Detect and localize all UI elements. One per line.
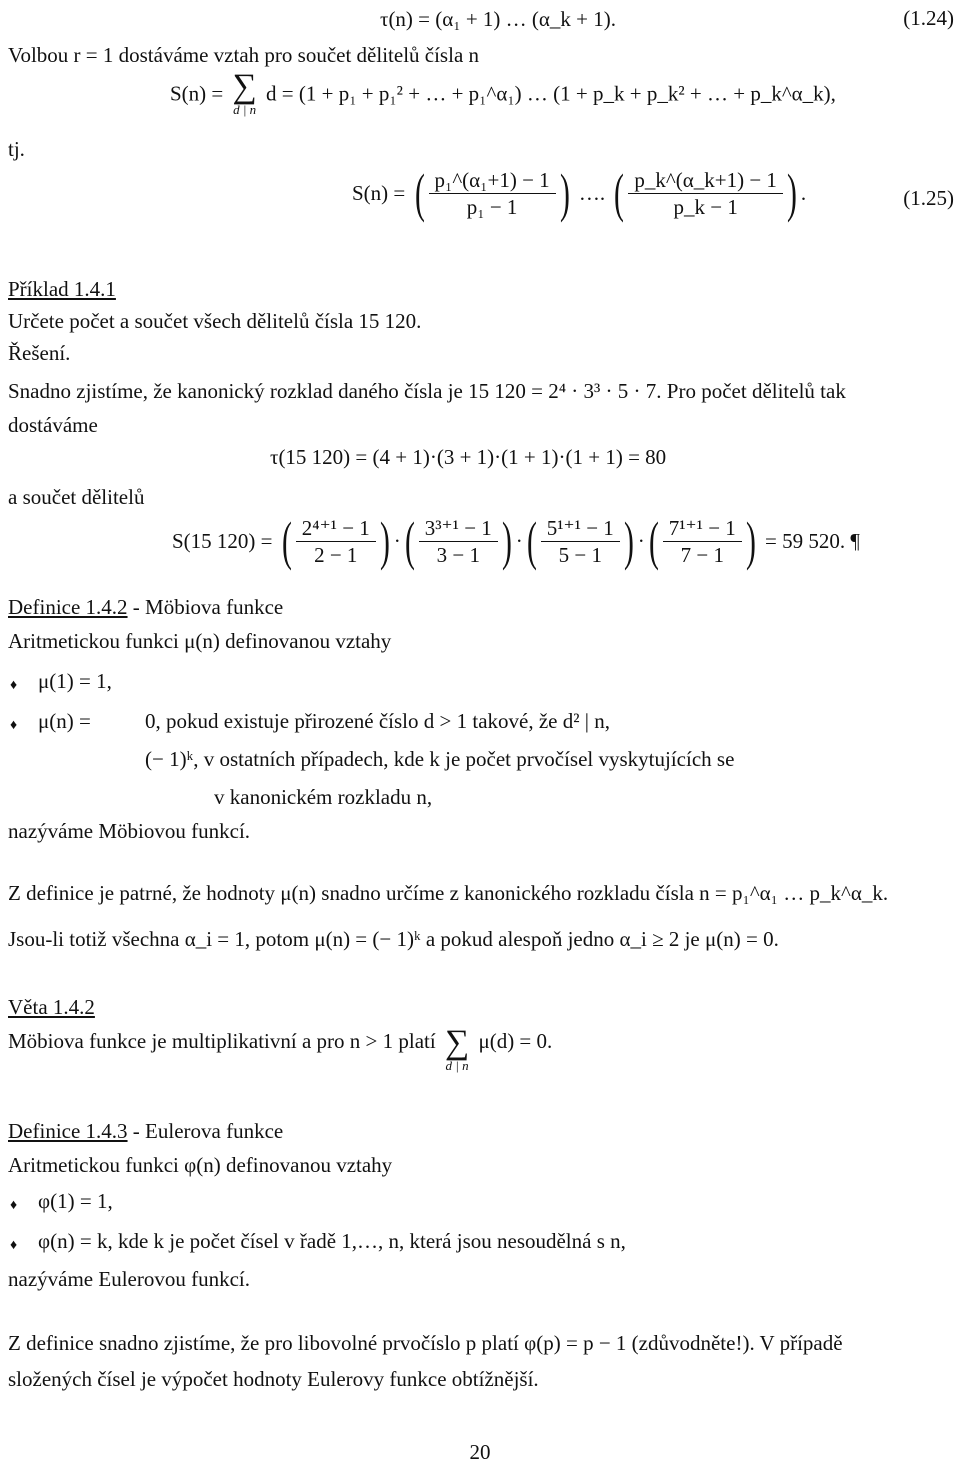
example-task: Určete počet a součet všech dělitelů čísla 15 120. (8, 309, 422, 333)
mobius-case-1: μ(1) = 1, (38, 669, 112, 693)
mobius-case-2-lhs: μ(n) = (38, 709, 91, 733)
euler-case-1: φ(1) = 1, (38, 1189, 113, 1213)
paragraph-z-definice-1: Z definice je patrné, že hodnoty μ(n) snadno určíme z kanonického rozkladu čísla n = p₁^α₁ … p_k^α_k. (8, 881, 889, 905)
fraction-base-5: $\frac{\text{5¹⁺¹ − 1}}{5 - 1}$ (541, 515, 620, 568)
fraction-2: $\frac{p\_k\^{}(\alpha\_k+1) - 1}{p\_k - 1}$ (628, 167, 783, 220)
equation-number-1-25: (1.25) (903, 186, 954, 210)
mobius-case-2-cont: v kanonickém rozkladu n, (214, 785, 433, 809)
paragraph-volbou: Volbou r = 1 dostáváme vztah pro součet dělitelů čísla n (8, 43, 480, 67)
definition-1-4-2-title: Definice 1.4.2 (8, 595, 128, 619)
bullet-icon: ♦ (10, 678, 18, 693)
sigma-symbol: ∑ (232, 68, 257, 105)
equation-1-25: S(n) = ( $\frac{\text{p₁\textasciicircum{}(α₁+1) − 1}}{\text{p₁ − 1}}$ ) …. ( $\frac{p\_k\^{}(\alpha\_k+1) - 1}{p\_k - 1}$ ) . (352, 163, 807, 223)
fraction-base-7: $\frac{\text{7¹⁺¹ − 1}}{7 - 1}$ (663, 515, 742, 568)
bullet-icon: ♦ (10, 1198, 18, 1213)
definition-1-4-3-intro: Aritmetickou funkci φ(n) definovanou vztahy (8, 1153, 393, 1177)
equation-tau: τ(15 120) = (4 + 1)·(3 + 1)·(1 + 1)·(1 + 1) = 80 (270, 445, 667, 469)
bullet-icon: ♦ (10, 718, 18, 733)
example-solution-label: Řešení. (8, 341, 71, 365)
definition-1-4-3-title: Definice 1.4.3 (8, 1119, 128, 1143)
example-title: Příklad 1.4.1 (8, 277, 116, 301)
fraction-1: $\frac{\text{p₁\textasciicircum{}(α₁+1) − 1}}{\text{p₁ − 1}}$ (429, 167, 556, 220)
sigma-symbol: ∑ (444, 1024, 470, 1061)
definition-1-4-3-outro: nazýváme Eulerovou funkcí. (8, 1267, 250, 1291)
example-sum-label: a součet dělitelů (8, 485, 145, 509)
definition-1-4-3-heading: Definice 1.4.3 - Eulerova funkce (8, 1119, 284, 1143)
equation-divisor-sum: S(n) = ∑ d | n d = (1 + p₁ + p₁² + … + p₁^α₁) … (1 + p_k + p_k² + … + p_k^α_k), (170, 68, 836, 117)
sum-subscript: d | n (445, 1058, 469, 1073)
sum-subscript: d | n (233, 102, 257, 117)
euler-case-2: φ(n) = k, kde k je počet čísel v řadě 1,…, n, která jsou nesoudělná s n, (38, 1229, 626, 1253)
label-tj: tj. (8, 137, 25, 161)
fraction-base-3: $\frac{\text{3³⁺¹ − 1}}{3 - 1}$ (419, 515, 498, 568)
paragraph-final-2: složených čísel je výpočet hodnoty Eulerovy funkce obtížnější. (8, 1367, 539, 1391)
mobius-case-2-zero: 0, pokud existuje přirozené číslo d > 1 takové, že d² | n, (145, 709, 610, 733)
example-line-1: Snadno zjistíme, že kanonický rozklad daného čísla je 15 120 = 2⁴ · 3³ · 5 · 7. Pro počet dělitelů tak (8, 379, 846, 403)
definition-1-4-2-intro: Aritmetickou funkci μ(n) definovanou vztahy (8, 629, 392, 653)
definition-1-4-2-heading: Definice 1.4.2 - Möbiova funkce (8, 595, 284, 619)
equation-number-1-24: (1.24) (903, 6, 954, 30)
bullet-icon: ♦ (10, 1238, 18, 1253)
definition-1-4-2-outro: nazýváme Möbiovou funkcí. (8, 819, 251, 843)
page-number: 20 (469, 1440, 491, 1464)
equation-sum-15120: S(15 120) = ( $\frac{\text{2⁴⁺¹ − 1}}{2 - 1}$ ) ·( $\frac{\text{3³⁺¹ − 1}}{3 - 1}$ ) ·( $\frac{\text{5¹⁺¹ − 1}}{5 - 1}$ ) ·( $\frac{\text{7¹⁺¹ − 1}}{7 - 1}$ ) = 59 520. ¶ (172, 511, 860, 571)
equation-1-24: τ(n) = (α₁ + 1) … (α_k + 1). (380, 7, 617, 31)
theorem-title: Věta 1.4.2 (8, 995, 95, 1019)
fraction-base-2: $\frac{\text{2⁴⁺¹ − 1}}{2 - 1}$ (296, 515, 376, 568)
paragraph-final-1: Z definice snadno zjistíme, že pro libovolné prvočíslo p platí φ(p) = p − 1 (zdůvodněte!). V případě (8, 1331, 843, 1355)
paragraph-z-definice-2: Jsou-li totiž všechna α_i = 1, potom μ(n) = (− 1)ᵏ a pokud alespoň jedno α_i ≥ 2 je μ(n) = 0. (8, 927, 779, 951)
mobius-case-2-power: (− 1)ᵏ, v ostatních případech, kde k je počet prvočísel vyskytujících se (145, 747, 735, 771)
example-line-2: dostáváme (8, 413, 98, 437)
theorem-text: Möbiova funkce je multiplikativní a pro n > 1 platí ∑ d | n μ(d) = 0. (8, 1024, 553, 1073)
